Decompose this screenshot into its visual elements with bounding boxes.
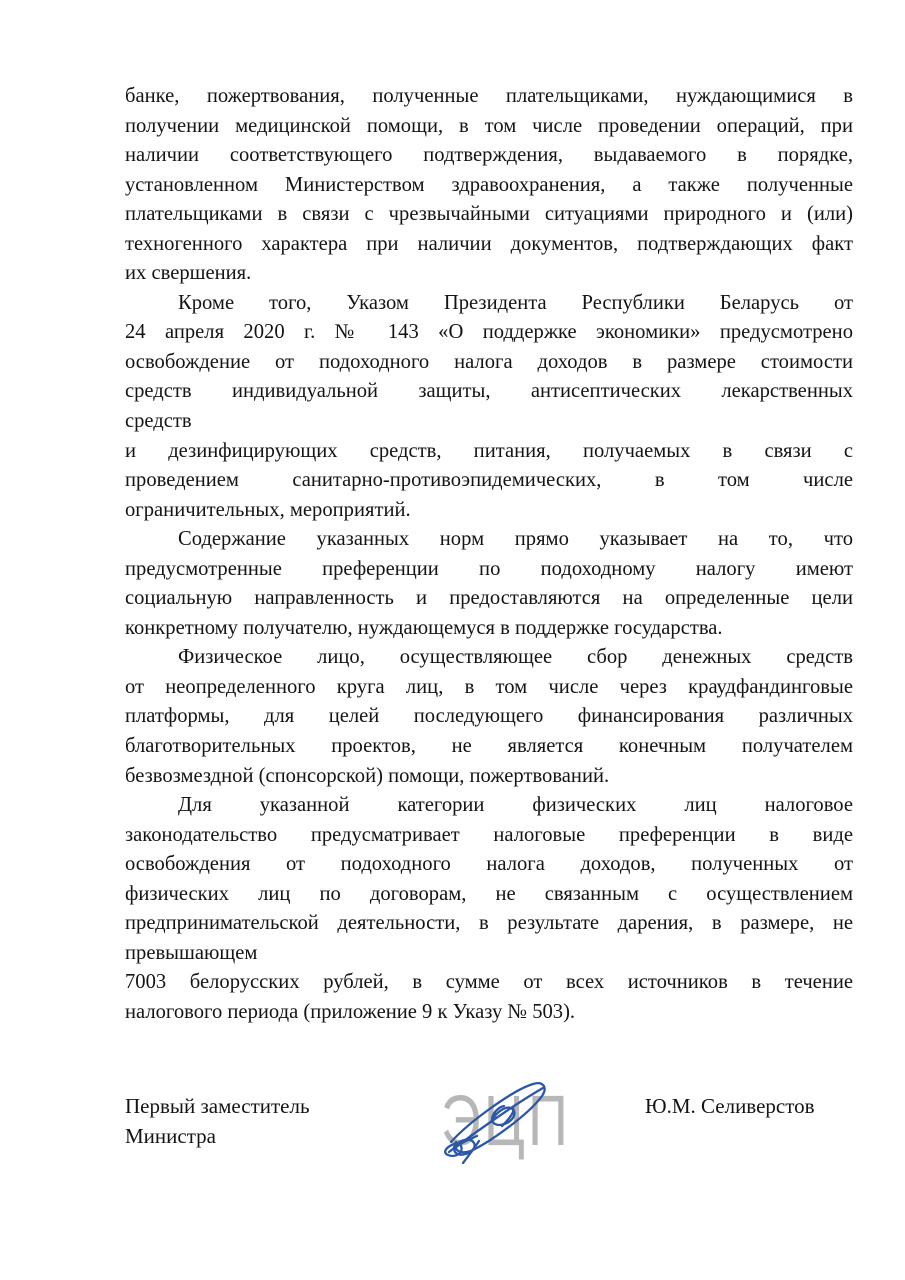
text-line: предусмотренные преференции по подоходному налогу имеют <box>125 557 853 580</box>
signer-name: Ю.М. Селиверстов <box>645 1094 815 1118</box>
text-line: их свершения. <box>125 262 252 285</box>
handwritten-signature <box>415 1070 560 1175</box>
text-line: и дезинфицирующих средств, питания, получаемых в связи с <box>125 439 853 462</box>
paragraph <box>125 791 853 1027</box>
text-line: 24 апреля 2020 г. № 143 «О поддержке экономики» предусмотрено <box>125 321 853 344</box>
signer-title <box>125 1092 310 1151</box>
text-line: проведением санитарно-противоэпидемических, в том числе <box>125 469 853 492</box>
text-line: техногенного характера при наличии документов, подтверждающих факт <box>125 232 853 255</box>
text-line: безвозмездной (спонсорской) помощи, пожертвований. <box>125 764 610 787</box>
text-line: средств <box>125 410 192 433</box>
paragraph <box>125 82 853 289</box>
text-line: 7003 белорусских рублей, в сумме от всех источников в течение <box>125 971 853 994</box>
text-line: платформы, для целей последующего финансирования различных <box>125 705 853 728</box>
text-line: Кроме того, Указом Президента Республики Беларусь от <box>178 291 853 314</box>
text-line: законодательство предусматривает налоговые преференции в виде <box>125 823 853 846</box>
text-line: Физическое лицо, осуществляющее сбор денежных средств <box>178 646 853 669</box>
text-line: средств индивидуальной защиты, антисептических лекарственных <box>125 380 853 403</box>
text-line: благотворительных проектов, не является конечным получателем <box>125 735 853 758</box>
text-line: плательщиками в связи с чрезвычайными ситуациями природного и (или) <box>125 203 853 226</box>
signer-title-line-2: Министра <box>125 1123 216 1148</box>
text-line: освобождения от подоходного налога доходов, полученных от <box>125 853 853 876</box>
text-line: ограничительных, мероприятий. <box>125 498 411 521</box>
text-line: конкретному получателю, нуждающемуся в поддержке государства. <box>125 616 723 639</box>
text-line: установленном Министерством здравоохранения, а также полученные <box>125 173 853 196</box>
text-line: освобождение от подоходного налога доходов в размере стоимости <box>125 350 853 373</box>
ecp-watermark: ЭЦП <box>441 1082 571 1161</box>
signer-title-line-1: Первый заместитель <box>125 1094 310 1118</box>
text-line: предпринимательской деятельности, в результате дарения, в размере, не <box>125 912 853 935</box>
text-line: от неопределенного круга лиц, в том числе через краудфандинговые <box>125 675 853 698</box>
paragraph <box>125 289 853 525</box>
text-line: физических лиц по договорам, не связанным с осуществлением <box>125 882 853 905</box>
paragraph <box>125 643 853 791</box>
text-line: налогового периода (приложение 9 к Указу № 503). <box>125 1000 576 1023</box>
text-line: получении медицинской помощи, в том числе проведении операций, при <box>125 114 853 137</box>
document-body <box>125 82 853 1028</box>
paragraph <box>125 525 853 643</box>
text-line: превышающем <box>125 941 258 964</box>
text-line: наличии соответствующего подтверждения, выдаваемого в порядке, <box>125 144 853 167</box>
text-line: Содержание указанных норм прямо указывает на то, что <box>178 528 853 551</box>
text-line: банке, пожертвования, полученные плательщиками, нуждающимися в <box>125 85 853 107</box>
text-line: социальную направленность и предоставляются на определенные цели <box>125 587 853 610</box>
text-line: Для указанной категории физических лиц налоговое <box>178 794 853 817</box>
